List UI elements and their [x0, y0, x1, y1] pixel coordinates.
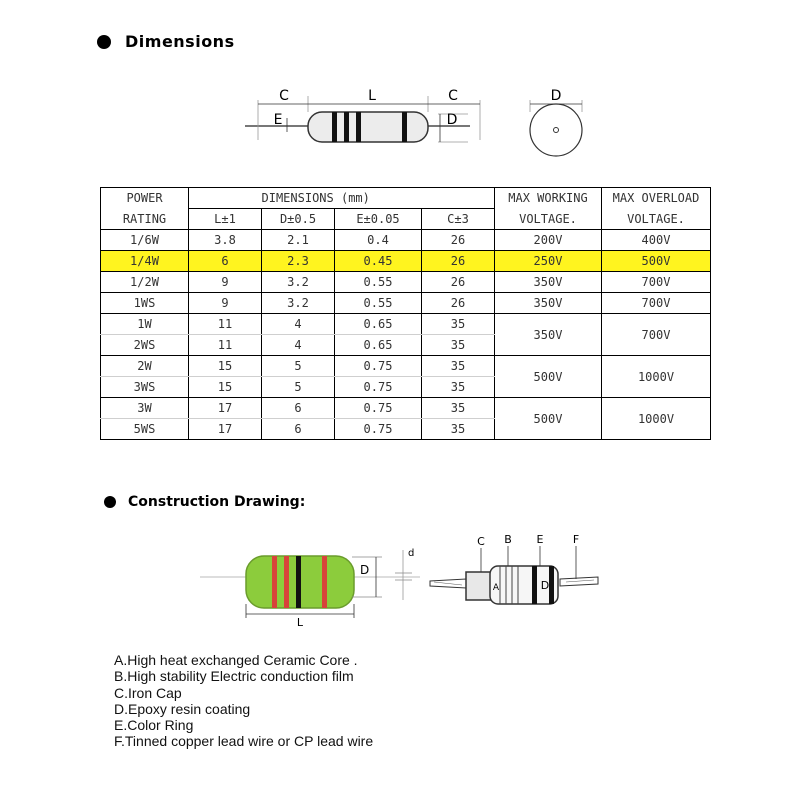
cell-d: 3.2	[262, 293, 335, 314]
cell-working-merged: 500V	[495, 356, 602, 398]
table-row	[101, 230, 711, 251]
cell-overload-merged: 1000V	[602, 398, 711, 440]
construction-title: Construction Drawing:	[128, 494, 306, 510]
legend-item: E.Color Ring	[114, 717, 194, 734]
cell-working-merged: 350V	[495, 314, 602, 356]
label-l-bottom: L	[296, 616, 304, 629]
cell-power: 1/4W	[101, 251, 189, 272]
cell-l: 6	[189, 251, 262, 272]
cell-l: 9	[189, 272, 262, 293]
cell-l: 15	[189, 356, 262, 377]
cell-power: 3WS	[101, 377, 189, 398]
cell-overload: 400V	[602, 230, 711, 251]
header-rating: RATING	[101, 209, 189, 230]
cell-power: 2W	[101, 356, 189, 377]
cell-d: 2.3	[262, 251, 335, 272]
label-d-big: D	[360, 563, 370, 577]
label-c-right: C	[448, 88, 458, 104]
label-e: E	[536, 533, 544, 546]
cell-working: 200V	[495, 230, 602, 251]
cell-e: 0.75	[335, 377, 422, 398]
table-row	[101, 314, 711, 335]
label-c: C	[477, 535, 485, 548]
header-l: L±1	[189, 209, 262, 230]
cell-l: 9	[189, 293, 262, 314]
cell-l: 3.8	[189, 230, 262, 251]
cell-c: 35	[422, 356, 495, 377]
cell-l: 17	[189, 398, 262, 419]
table-header-row	[101, 209, 711, 230]
cell-e: 0.75	[335, 356, 422, 377]
dimensions-table	[100, 187, 711, 440]
table-row	[101, 272, 711, 293]
cell-e: 0.45	[335, 251, 422, 272]
header-e: E±0.05	[335, 209, 422, 230]
cell-overload: 700V	[602, 272, 711, 293]
label-d-small: d	[408, 548, 415, 559]
cell-d: 4	[262, 335, 335, 356]
table-row-highlighted	[101, 251, 711, 272]
label-e: E	[273, 112, 283, 128]
cell-e: 0.65	[335, 314, 422, 335]
cell-overload: 700V	[602, 293, 711, 314]
cell-c: 35	[422, 419, 495, 440]
resistor-end-view	[530, 100, 582, 156]
bullet-icon	[104, 496, 116, 508]
header-d: D±0.5	[262, 209, 335, 230]
cell-d: 6	[262, 419, 335, 440]
cell-c: 35	[422, 314, 495, 335]
cell-c: 26	[422, 293, 495, 314]
cell-e: 0.55	[335, 272, 422, 293]
cell-c: 35	[422, 398, 495, 419]
label-d-side: D	[446, 112, 458, 128]
cell-c: 26	[422, 272, 495, 293]
resistor-color-photo	[200, 550, 420, 618]
header-power: POWER	[101, 188, 189, 209]
cell-d: 4	[262, 314, 335, 335]
label-d-section: D	[540, 579, 550, 592]
cell-power: 1/2W	[101, 272, 189, 293]
cell-power: 5WS	[101, 419, 189, 440]
cell-power: 1/6W	[101, 230, 189, 251]
cell-e: 0.55	[335, 293, 422, 314]
cell-power: 3W	[101, 398, 189, 419]
cell-e: 0.65	[335, 335, 422, 356]
header-c: C±3	[422, 209, 495, 230]
header-dimensions: DIMENSIONS (mm)	[262, 188, 422, 209]
resistor-dimension-diagram	[0, 0, 800, 180]
header-max-overload: MAX OVERLOAD	[602, 188, 711, 209]
header-max-working: MAX WORKING	[495, 188, 602, 209]
cell-l: 15	[189, 377, 262, 398]
cell-c: 35	[422, 377, 495, 398]
construction-heading	[104, 494, 305, 510]
cell-l: 11	[189, 314, 262, 335]
legend-item: C.Iron Cap	[114, 684, 182, 701]
legend-item: B.High stability Electric conduction film	[114, 668, 354, 685]
label-a: A	[492, 583, 500, 593]
header-voltage-overload: VOLTAGE.	[602, 209, 711, 230]
table-row	[101, 398, 711, 419]
cell-d: 5	[262, 356, 335, 377]
construction-drawing	[0, 520, 800, 630]
cell-l: 17	[189, 419, 262, 440]
cell-working: 350V	[495, 272, 602, 293]
cell-working: 250V	[495, 251, 602, 272]
label-b: B	[504, 533, 512, 546]
cell-overload-merged: 700V	[602, 314, 711, 356]
cell-c: 26	[422, 230, 495, 251]
cell-power: 1WS	[101, 293, 189, 314]
label-f: F	[572, 533, 580, 546]
cell-d: 5	[262, 377, 335, 398]
cell-overload: 500V	[602, 251, 711, 272]
table-row	[101, 356, 711, 377]
cell-d: 6	[262, 398, 335, 419]
legend-item: F.Tinned copper lead wire or CP lead wire	[114, 733, 374, 750]
cell-e: 0.4	[335, 230, 422, 251]
cell-l: 11	[189, 335, 262, 356]
cell-d: 3.2	[262, 272, 335, 293]
cell-c: 26	[422, 251, 495, 272]
table-row	[101, 293, 711, 314]
label-l: L	[368, 88, 376, 104]
construction-legend	[114, 652, 373, 750]
table-header-row	[101, 188, 711, 209]
cell-c: 35	[422, 335, 495, 356]
label-c-left: C	[279, 88, 289, 104]
cell-e: 0.75	[335, 398, 422, 419]
header-voltage-working: VOLTAGE.	[495, 209, 602, 230]
label-d-end: D	[550, 88, 562, 104]
legend-item: D.Epoxy resin coating	[114, 700, 251, 717]
cross-section-drawing	[430, 546, 598, 604]
cell-power: 2WS	[101, 335, 189, 356]
cell-power: 1W	[101, 314, 189, 335]
dimensions-title: Dimensions	[125, 32, 235, 51]
cell-working-merged: 500V	[495, 398, 602, 440]
legend-item: A.High heat exchanged Ceramic Core .	[114, 652, 358, 668]
cell-d: 2.1	[262, 230, 335, 251]
cell-working: 350V	[495, 293, 602, 314]
cell-overload-merged: 1000V	[602, 356, 711, 398]
cell-e: 0.75	[335, 419, 422, 440]
